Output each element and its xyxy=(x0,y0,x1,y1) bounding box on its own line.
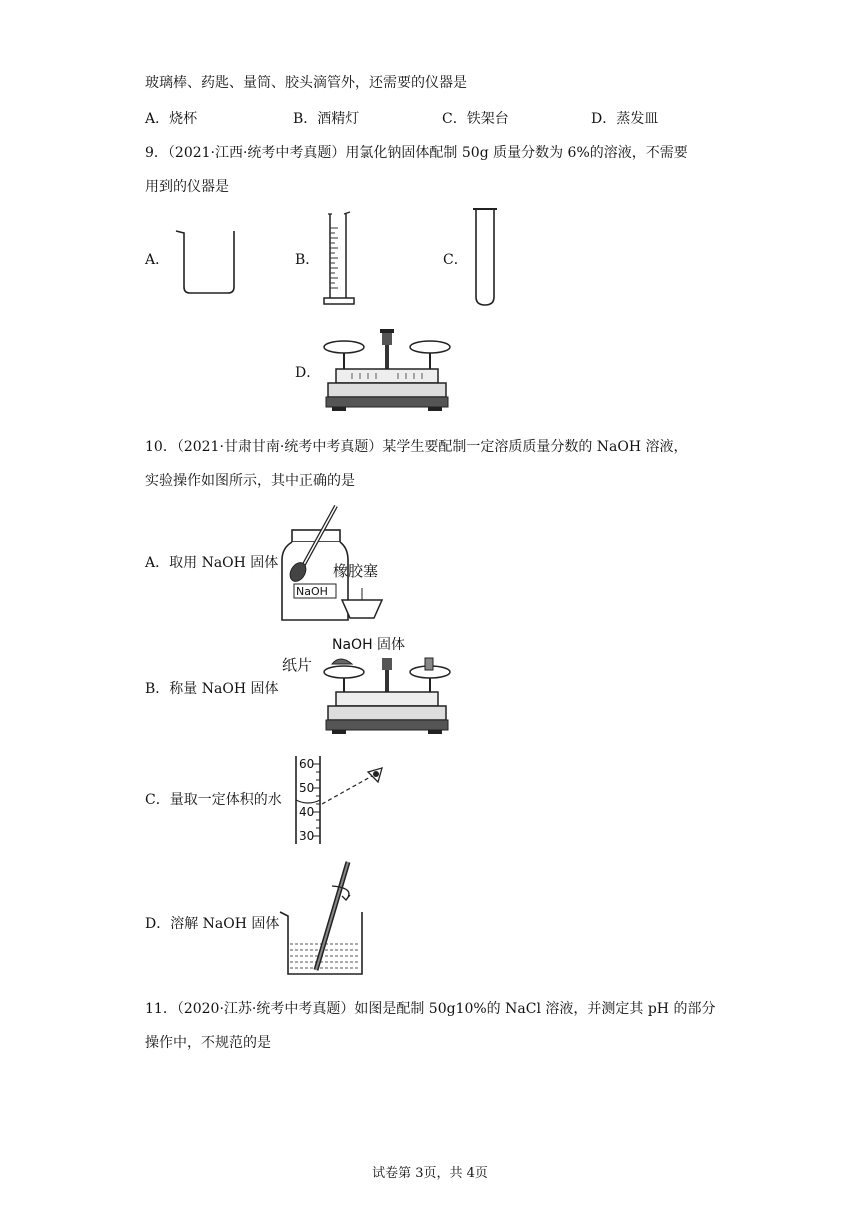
q9-option-b-letter: B． xyxy=(295,252,320,268)
balance-icon xyxy=(322,325,452,413)
q8-option-b xyxy=(293,108,359,128)
q9-stem-line2: 用到的仪器是 xyxy=(145,179,229,195)
option-text: 取用 NaOH 固体 xyxy=(169,555,279,571)
option-text: 铁架台 xyxy=(466,111,509,127)
q9-option-c-letter: C． xyxy=(443,252,468,268)
balance-weighing-icon xyxy=(322,650,452,735)
option-letter: A． xyxy=(145,555,170,571)
option-letter: B． xyxy=(293,111,318,127)
q10-option-a xyxy=(145,552,278,572)
q8-option-c xyxy=(442,108,509,128)
option-text: 量取一定体积的水 xyxy=(169,792,282,808)
q10-stem-line1: 10．（2021·甘肃甘南·统考中考真题）某学生要配制一定溶质质量分数的 NaOH 溶液， xyxy=(145,439,688,455)
tick-60: 60 xyxy=(299,757,315,771)
option-text: 蒸发皿 xyxy=(616,111,659,127)
beaker-icon xyxy=(170,225,240,297)
stopper-label: 橡胶塞 xyxy=(333,562,379,580)
naoh-solid-label: NaOH 固体 xyxy=(332,637,406,653)
q9-option-a-letter: A． xyxy=(145,252,170,268)
q11-stem-line2: 操作中，不规范的是 xyxy=(145,1035,271,1051)
option-letter: C． xyxy=(442,111,467,127)
option-letter: D． xyxy=(591,111,617,127)
tick-30: 30 xyxy=(299,829,315,843)
option-letter: C． xyxy=(145,792,170,808)
q8-stem-tail: 玻璃棒、药匙、量筒、胶头滴管外，还需要的仪器是 xyxy=(145,75,467,91)
jar-label: NaOH xyxy=(296,585,328,598)
q9-option-d-letter: D． xyxy=(295,365,321,381)
test-tube-icon xyxy=(470,205,500,310)
page-footer: 试卷第 3页，共 4页 xyxy=(372,1166,488,1181)
graduated-cylinder-icon xyxy=(322,208,362,308)
q10-option-d xyxy=(145,913,279,933)
option-text: 酒精灯 xyxy=(317,111,360,127)
option-letter: B． xyxy=(145,681,170,697)
q10-stem-line2: 实验操作如图所示，其中正确的是 xyxy=(145,473,355,489)
option-text: 称量 NaOH 固体 xyxy=(169,681,279,697)
option-text: 烧杯 xyxy=(169,111,198,127)
q11-stem-line1: 11．（2020·江苏·统考中考真题）如图是配制 50g10%的 NaCl 溶液，并测定其 pH 的部分 xyxy=(145,1001,716,1017)
option-text: 溶解 NaOH 固体 xyxy=(170,916,280,932)
q8-option-a xyxy=(145,108,197,128)
option-letter: A． xyxy=(145,111,170,127)
q10-option-b xyxy=(145,678,278,698)
q8-option-d xyxy=(591,108,658,128)
tick-50: 50 xyxy=(299,781,315,795)
q10-option-c xyxy=(145,789,282,809)
option-letter: D． xyxy=(145,916,171,932)
paper-label: 纸片 xyxy=(282,656,313,674)
stirring-beaker-icon xyxy=(276,860,376,980)
tick-40: 40 xyxy=(299,805,315,819)
q9-stem-line1: 9．（2021·江西·统考中考真题）用氯化钠固体配制 50g 质量分数为 6%的溶液，不需要 xyxy=(145,145,688,161)
